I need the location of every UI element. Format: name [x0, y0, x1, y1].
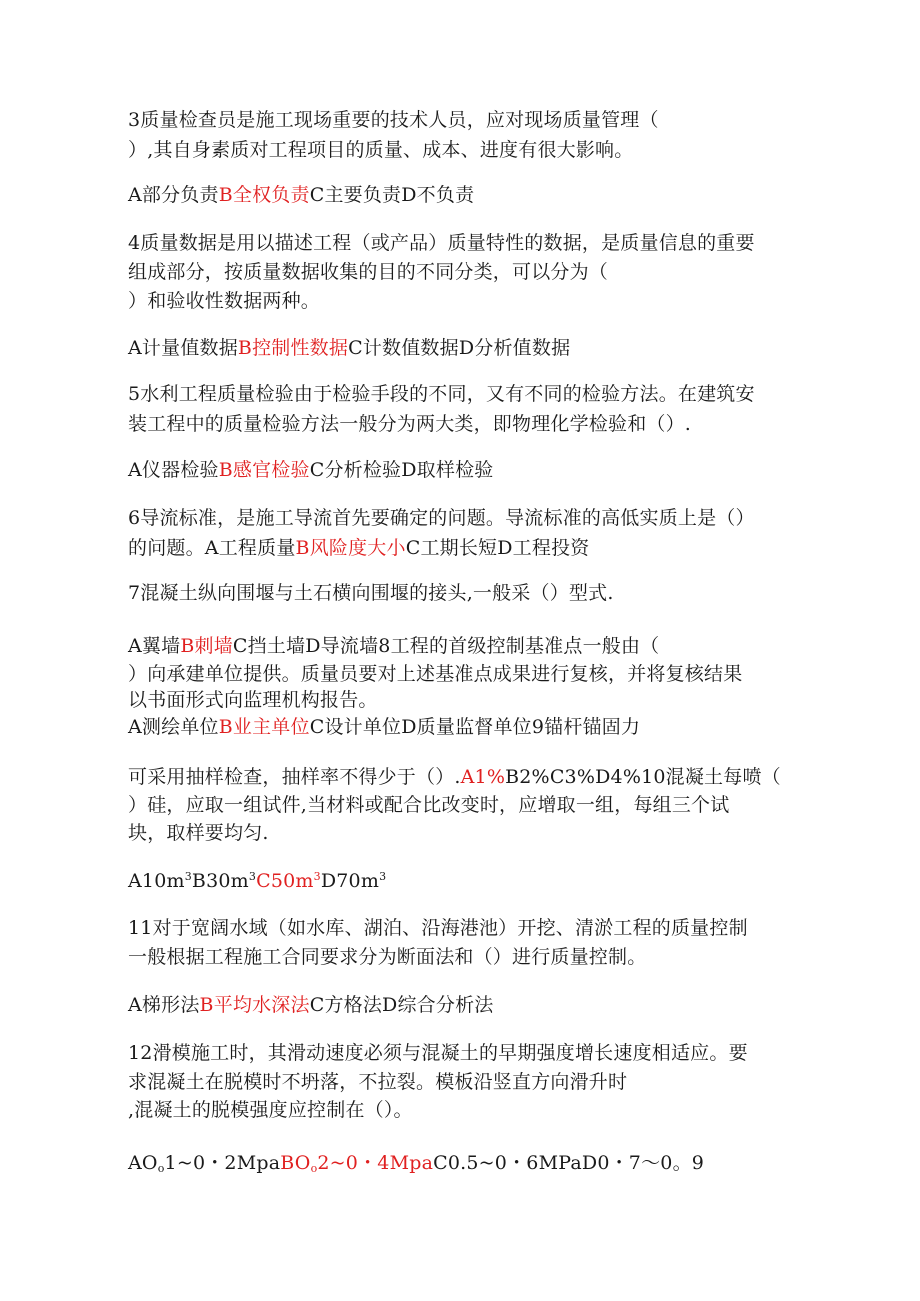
q10-stem-line-3: 块，取样要均匀.	[128, 822, 269, 844]
q9-option-bcd-q10-start: B2%C3%D4%10混凝土每喷（	[505, 766, 781, 788]
q12-option-cd: C0.5~0・6MPaD0・7〜0。9	[433, 1152, 705, 1174]
q7-option-cd-q8-start: C挡土墙D导流墙8工程的首级控制基准点一般由（	[232, 635, 660, 657]
q3-option-a: A部分负责	[128, 184, 219, 206]
q10-options	[128, 868, 386, 894]
q10-option-a: $A10m^3$	[128, 870, 192, 892]
q5-option-b-answer: B感官检验	[218, 459, 310, 481]
q10-option-b: $B30m^3$	[191, 870, 257, 892]
q11-options	[128, 992, 493, 1018]
q3-stem-line-1: 3质量检查员是施工现场重要的技术人员，应对现场质量管理（	[128, 109, 659, 131]
q9-stem-line-2	[128, 764, 781, 790]
q6-option-b-answer: B风险度大小	[295, 537, 406, 559]
q11-option-cd: C方格法D综合分析法	[309, 994, 494, 1016]
q7-option-b-answer: B刺墙	[180, 635, 233, 657]
q11-stem-line-2: 一般根据工程施工合同要求分为断面法和（）进行质量控制。	[128, 946, 647, 968]
q12-stem-line-3: ,混凝土的脱模强度应控制在（）。	[128, 1099, 413, 1121]
q3-option-cd: C主要负责D不负责	[309, 184, 475, 206]
q7-stem-line-1: 7混凝土纵向围堰与土石横向围堰的接头,一般采（）型式.	[128, 582, 614, 604]
q4-option-a: A计量值数据	[128, 337, 238, 359]
q12-option-a: $AO_o1\sim 0$・2Mpa	[128, 1152, 281, 1175]
q4-option-cd: C计数值数据D分析值数据	[348, 337, 571, 359]
q4-stem-line-3: ）和验收性数据两种。	[128, 290, 321, 312]
q8-options-q9-stem	[128, 714, 640, 740]
q5-option-a: A仪器检验	[128, 459, 219, 481]
q8-option-b-answer: B业主单位	[218, 716, 310, 738]
q6-option-cd: C工期长短D工程投资	[405, 537, 590, 559]
q9-stem: 可采用抽样检查，抽样率不得少于（）.	[128, 766, 461, 788]
q12-options	[128, 1150, 704, 1176]
q4-option-b-answer: B控制性数据	[237, 337, 349, 359]
q12-stem-line-1: 12滑模施工时，其滑动速度必须与混凝土的早期强度增长速度相适应。要	[128, 1042, 748, 1064]
q6-stem-line-1: 6导流标准，是施工导流首先要确定的问题。导流标准的高低实质上是（）	[128, 507, 755, 529]
q4-stem-line-2: 组成部分，按质量数据收集的目的不同分类，可以分为（	[128, 261, 609, 283]
q5-stem-line-2: 装工程中的质量检验方法一般分为两大类，即物理化学检验和（）.	[128, 413, 692, 435]
q11-option-a: A梯形法	[128, 994, 200, 1016]
q5-options	[128, 457, 493, 483]
q4-stem-line-1: 4质量数据是用以描述工程（或产品）质量特性的数据，是质量信息的重要	[128, 232, 755, 254]
q3-option-b-answer: B全权负责	[218, 184, 310, 206]
q3-stem-line-2: ）,其自身素质对工程项目的质量、成本、进度有很大影响。	[128, 139, 634, 161]
q10-stem-line-2: ）硅，应取一组试件,当材料或配合比改变时，应增取一组，每组三个试	[128, 794, 730, 816]
q10-option-c-answer: $C50m^3$	[256, 870, 321, 892]
q12-stem-line-2: 求混凝土在脱模时不坍落，不拉裂。模板沿竖直方向滑升时	[128, 1071, 628, 1093]
q3-options	[128, 182, 474, 208]
q12-option-b-answer: $BO_o2\sim 0$・4Mpa	[280, 1152, 434, 1175]
q7-options-q8-stem	[128, 633, 659, 659]
q8-stem-line-3: 以书面形式向监理机构报告。	[128, 689, 378, 711]
q7-option-a: A翼墙	[128, 635, 181, 657]
q6-stem-and-option-a: 的问题。A工程质量	[128, 537, 296, 559]
q10-option-d: $D70m^3$	[320, 870, 387, 892]
q6-stem-line-2	[128, 535, 589, 561]
q9-option-a-answer: A1%	[460, 766, 506, 788]
q5-stem-line-1: 5水利工程质量检验由于检验手段的不同，又有不同的检验方法。在建筑安	[128, 383, 755, 405]
q8-stem-line-2: ）向承建单位提供。质量员要对上述基准点成果进行复核，并将复核结果	[128, 663, 743, 685]
q8-option-a: A测绘单位	[128, 716, 219, 738]
q8-option-cd-q9-start: C设计单位D质量监督单位9锚杆锚固力	[309, 716, 641, 738]
q5-option-cd: C分析检验D取样检验	[309, 459, 494, 481]
q11-stem-line-1: 11对于宽阔水域（如水库、湖泊、沿海港池）开挖、清淤工程的质量控制	[128, 917, 748, 939]
q11-option-b-answer: B平均水深法	[199, 994, 310, 1016]
q4-options	[128, 335, 570, 361]
